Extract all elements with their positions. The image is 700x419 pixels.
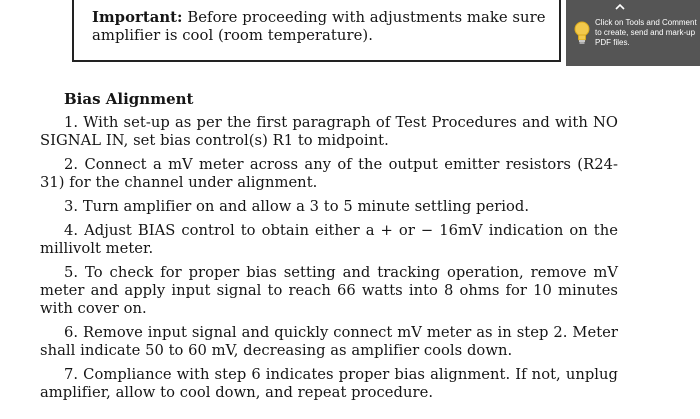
step-6: 6. Remove input signal and quickly connect mV meter as in step 2. Meter shall indicate 50 to 60 mV, decreasing as amplifier cools down.: [40, 324, 618, 359]
bias-alignment-steps: [40, 114, 618, 408]
section-title: Bias Alignment: [64, 90, 194, 108]
important-text: Before proceeding with adjustments make sure amplifier is cool (room temperature).: [92, 9, 546, 44]
step-3: 3. Turn amplifier on and allow a 3 to 5 minute settling period.: [64, 198, 530, 215]
chevron-up-icon[interactable]: [614, 2, 626, 12]
step-2: 2. Connect a mV meter across any of the output emitter resistors (R24-31) for the channel under alignment.: [40, 156, 618, 191]
tools-comment-tooltip[interactable]: [566, 0, 700, 66]
lightbulb-icon: [572, 20, 592, 46]
step-4: 4. Adjust BIAS control to obtain either a + or − 16mV indication on the millivolt meter.: [40, 222, 618, 257]
important-notice: [72, 0, 561, 62]
step-7: 7. Compliance with step 6 indicates proper bias alignment. If not, unplug amplifier, allow to cool down, and repeat procedure.: [40, 366, 618, 401]
step-5: 5. To check for proper bias setting and tracking operation, remove mV meter and apply input signal to reach 66 watts into 8 ohms for 10 minutes with cover on.: [40, 264, 618, 317]
step-1: 1. With set-up as per the first paragraph of Test Procedures and with NO SIGNAL IN, set bias control(s) R1 to midpoint.: [40, 114, 618, 149]
tooltip-text: Click on Tools and Comment to create, send and mark-up PDF files.: [595, 18, 697, 47]
important-label: Important:: [92, 9, 183, 26]
